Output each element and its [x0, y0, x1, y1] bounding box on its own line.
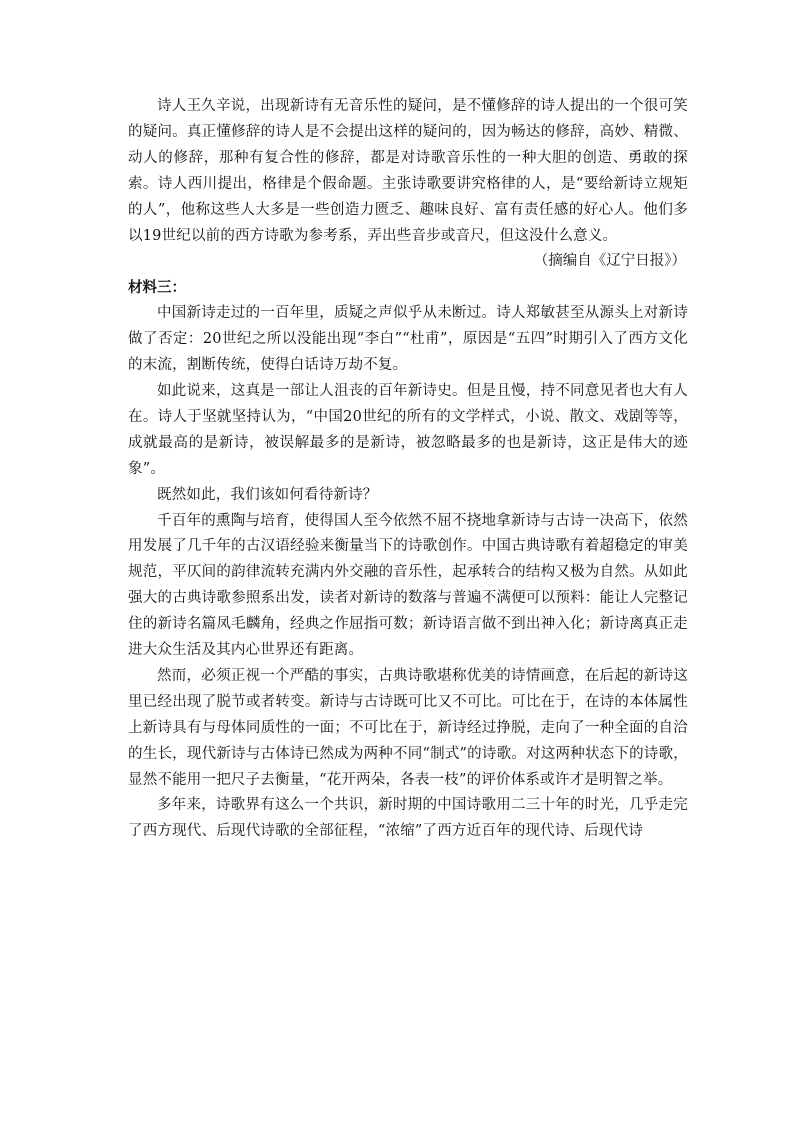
paragraph-3: 既然如此，我们该如何看待新诗？ — [157, 486, 378, 503]
section-heading-material-three: 材料三： — [128, 279, 186, 297]
paragraph-5: 然而，必须正视一个严酷的事实，古典诗歌堪称优美的诗情画意，在后起的新诗这里已经出现了脱节或者转变。新诗与古诗既可比又不可比。可比在于，在诗的本体属性上新诗具有与母体同质性的一面；不可比在于，新诗经过挣脱，走向了一种全面的自洽的生长，现代新诗与古体诗已然成为两种不同“制式”的诗歌。对这两种状态下的诗歌，显然不能用一把尺子去衡量，“花开两朵，各表一枝”的评价体系或许才是明智之举。 — [128, 667, 688, 788]
paragraph-wang-jiuxin: 诗人王久辛说，出现新诗有无音乐性的疑问，是不懂修辞的诗人提出的一个很可笑的疑问。真正懂修辞的诗人是不会提出这样的疑问的，因为畅达的修辞，高妙、精微、动人的修辞，那种有复合性的修辞，都是对诗歌音乐性的一种大胆的创造、勇敢的探索。诗人西川提出，格律是个假命题。主张诗歌要讲究格律的人，是“要给新诗立规矩的人”，他称这些人大多是一些创造力匮乏、趣味良好、富有责任感的好心人。他们多以19世纪以前的西方诗歌为参考系，弄出些音步或音尺，但这没什么意义。 — [128, 98, 688, 244]
paragraph-2: 如此说来，这真是一部让人沮丧的百年新诗史。但是且慢，持不同意见者也大有人在。诗人于坚就坚持认为，“中国20世纪的所有的文学样式，小说、散文、戏剧等等，成就最高的是新诗，被误解最多的是新诗，被忽略最多的也是新诗，这正是伟大的迹象”。 — [128, 382, 688, 477]
paragraph-1: 中国新诗走过的一百年里，质疑之声似乎从未断过。诗人郑敏甚至从源头上对新诗做了否定：20世纪之所以没能出现“李白”“杜甫”，原因是“五四”时期引入了西方文化的末流，割断传统，使得白话诗万劫不复。 — [128, 305, 688, 374]
paragraph-4: 千百年的熏陶与培育，使得国人至今依然不屈不挠地拿新诗与古诗一决高下，依然用发展了几千年的古汉语经验来衡量当下的诗歌创作。中国古典诗歌有着超稳定的审美规范，平仄间的韵律流转充满内外交融的音乐性，起承转合的结构又极为自然。从如此强大的古典诗歌参照系出发，读者对新诗的数落与普遍不满便可以预料：能让人完整记住的新诗名篇凤毛麟角，经典之作屈指可数；新诗语言做不到出神入化；新诗离真正走进大众生活及其内心世界还有距离。 — [128, 512, 688, 659]
source-note: （摘编自《辽宁日报》） — [533, 253, 686, 270]
document-page — [128, 94, 688, 845]
paragraph-6: 多年来，诗歌界有这么一个共识，新时期的中国诗歌用二三十年的时光，几乎走完了西方现代、后现代诗歌的全部征程，“浓缩”了西方近百年的现代诗、后现代诗 — [128, 797, 688, 840]
